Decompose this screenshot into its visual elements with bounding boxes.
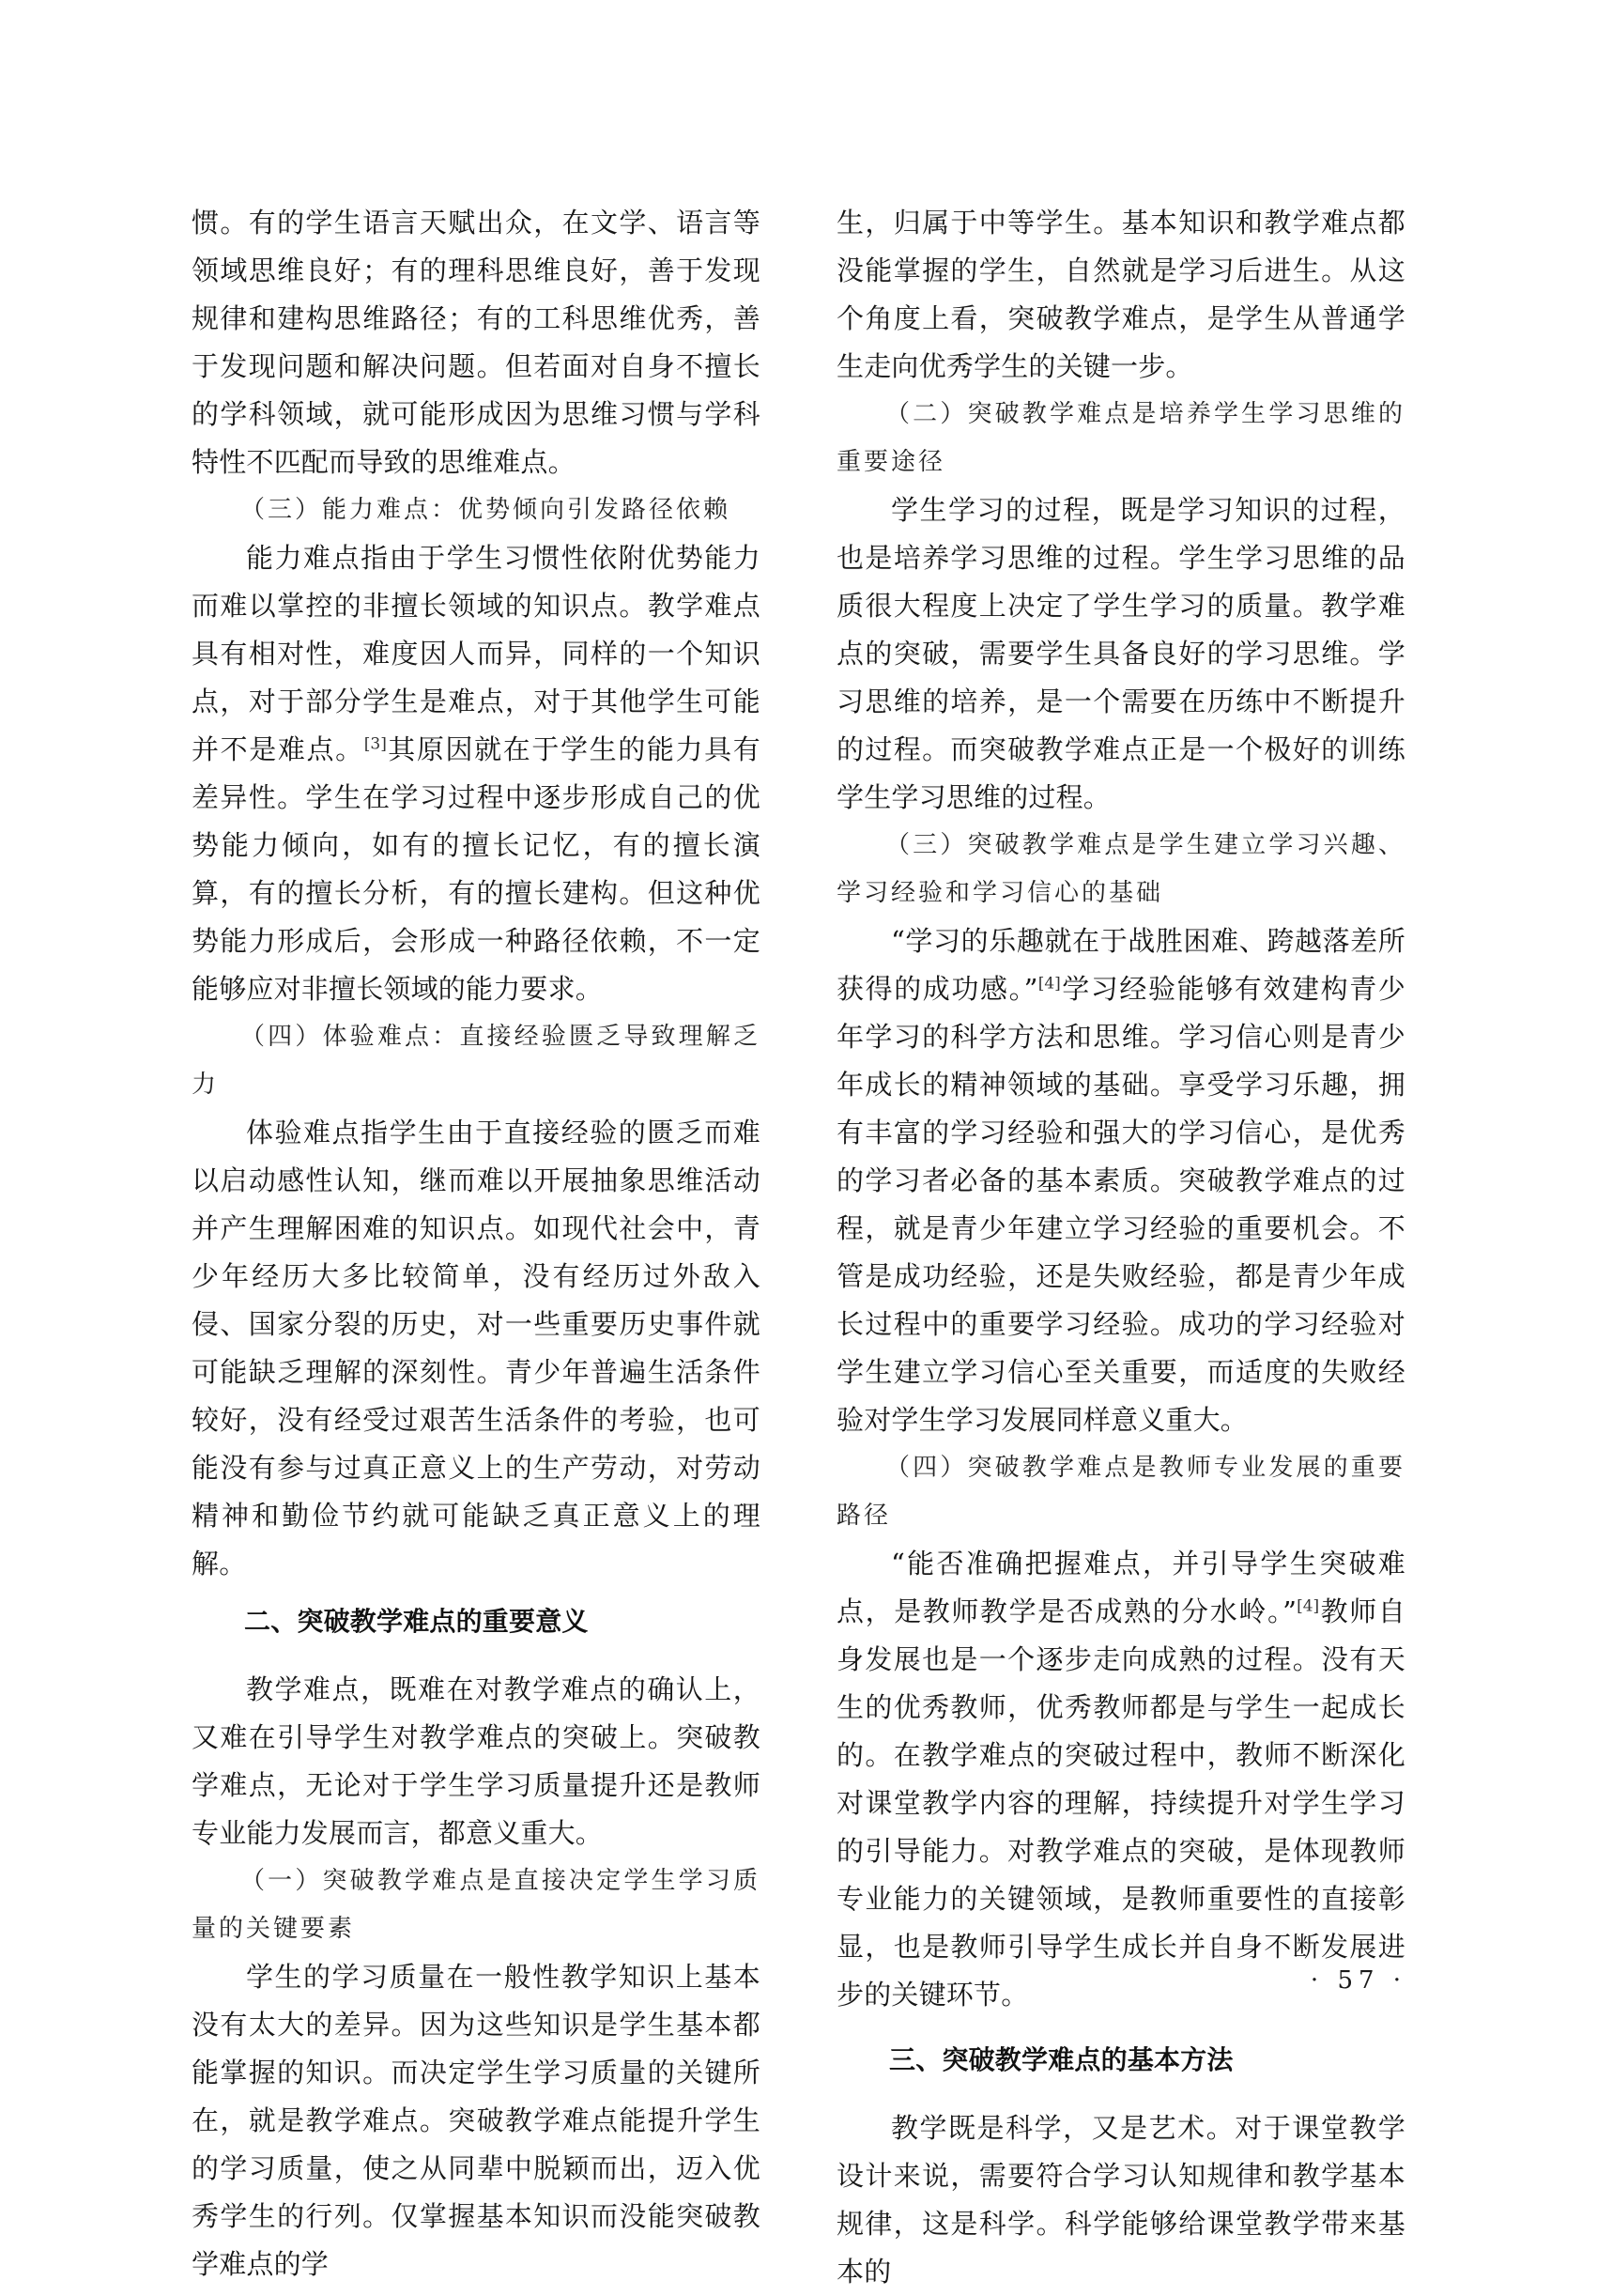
paragraph: 教学难点，既难在对教学难点的确认上，又难在引导学生对教学难点的突破上。突破教学难点，无论对于学生学习质量提升还是教师专业能力发展而言，都意义重大。 <box>192 1673 760 1849</box>
citation-marker: [4] <box>1297 1596 1320 1616</box>
section-heading: 三、突破教学难点的基本方法 <box>889 2044 1234 2075</box>
subsection-heading: （二）突破教学难点是培养学生学习思维的重要途径 <box>837 400 1405 476</box>
paragraph: 惯。有的学生语言天赋出众，在文学、语言等领域思维良好；有的理科思维良好，善于发现规律和建构思维路径；有的工科思维优秀，善于发现问题和解决问题。但若面对自身不擅长的学科领域，就可能形成因为思维习惯与学科特性不匹配而导致的思维难点。 <box>192 207 760 478</box>
section-heading: 二、突破教学难点的重要意义 <box>244 1606 589 1637</box>
subsection-heading: （一）突破教学难点是直接决定学生学习质量的关键要素 <box>192 1867 760 1943</box>
paragraph: 教学既是科学，又是艺术。对于课堂教学设计来说，需要符合学习认知规律和教学基本规律，这是科学。科学能够给课堂教学带来基本的 <box>837 2112 1405 2288</box>
paragraph: 体验难点指学生由于直接经验的匮乏而难以启动感性认知，继而难以开展抽象思维活动并产生理解困难的知识点。如现代社会中，青少年经历大多比较简单，没有经历过外敌入侵、国家分裂的历史，对一些重要历史事件就可能缺乏理解的深刻性。青少年普遍生活条件较好，没有经受过艰苦生活条件的考验，也可能没有参与过真正意义上的生产劳动，对劳动精神和勤俭节约就可能缺乏真正意义上的理解。 <box>192 1117 760 1579</box>
paragraph: 学生学习的过程，既是学习知识的过程，也是培养学习思维的过程。学生学习思维的品质很大程度上决定了学生学习的质量。教学难点的突破，需要学生具备良好的学习思维。学习思维的培养，是一个需要在历练中不断提升的过程。而突破教学难点正是一个极好的训练学生学习思维的过程。 <box>837 494 1405 813</box>
paragraph: 学生的学习质量在一般性教学知识上基本没有太大的差异。因为这些知识是学生基本都能掌握的知识。而决定学生学习质量的关键所在，就是教学难点。突破教学难点能提升学生的学习质量，使之从同辈中脱颖而出，迈入优秀学生的行列。仅掌握基本知识而没能突破教学难点的学 <box>192 1961 760 2280</box>
subsection-heading: （三）突破教学难点是学生建立学习兴趣、学习经验和学习信心的基础 <box>837 831 1405 907</box>
paragraph-text: 学习经验能够有效建构青少年学习的科学方法和思维。学习信心则是青少年成长的精神领域的基础。享受学习乐趣，拥有丰富的学习经验和强大的学习信心，是优秀的学习者必备的基本素质。突破教学难点的过程，就是青少年建立学习经验的重要机会。不管是成功经验，还是失败经验，都是青少年成长过程中的重要学习经验。成功的学习经验对学生建立学习信心至关重要，而适度的失败经验对学生学习发展同样意义重大。 <box>837 973 1405 1436</box>
paragraph: 生，归属于中等学生。基本知识和教学难点都没能掌握的学生，自然就是学习后进生。从这个角度上看，突破教学难点，是学生从普通学生走向优秀学生的关键一步。 <box>837 207 1405 382</box>
left-column <box>192 199 760 2288</box>
paragraph <box>192 534 760 1013</box>
citation-marker: [3] <box>363 734 387 754</box>
paragraph-text: “学习的乐趣就在于战胜困难、跨越落差所获得的成功感。” <box>837 925 1405 1005</box>
paragraph <box>837 1540 1405 2019</box>
paragraph-text: “能否准确把握难点，并引导学生突破难点，是教师教学是否成熟的分水岭。” <box>837 1548 1405 1627</box>
subsection-heading: （三）能力难点：优势倾向引发路径依赖 <box>240 496 731 524</box>
paragraph <box>837 917 1405 1444</box>
subsection-heading: （四）突破教学难点是教师专业发展的重要路径 <box>837 1454 1405 1530</box>
paragraph-text: 其原因就在于学生的能力具有差异性。学生在学习过程中逐步形成自己的优势能力倾向，如有的擅长记忆，有的擅长演算，有的擅长分析，有的擅长建构。但这种优势能力形成后，会形成一种路径依赖，不一定能够应对非擅长领域的能力要求。 <box>192 733 760 1005</box>
subsection-heading: （四）体验难点：直接经验匮乏导致理解乏力 <box>192 1023 760 1099</box>
citation-marker: [4] <box>1037 974 1061 994</box>
page-number: · 57 · <box>1310 1966 1407 1995</box>
paragraph-text: 教师自身发展也是一个逐步走向成熟的过程。没有天生的优秀教师，优秀教师都是与学生一起成长的。在教学难点的突破过程中，教师不断深化对课堂教学内容的理解，持续提升对学生学习的引导能力。对教学难点的突破，是体现教师专业能力的关键领域，是教师重要性的直接彰显，也是教师引导学生成长并自身不断发展进步的关键环节。 <box>837 1595 1405 2011</box>
paragraph-text: 能力难点指由于学生习惯性依附优势能力而难以掌控的非擅长领域的知识点。教学难点具有相对性，难度因人而异，同样的一个知识点，对于部分学生是难点，对于其他学生可能并不是难点。 <box>192 542 760 765</box>
